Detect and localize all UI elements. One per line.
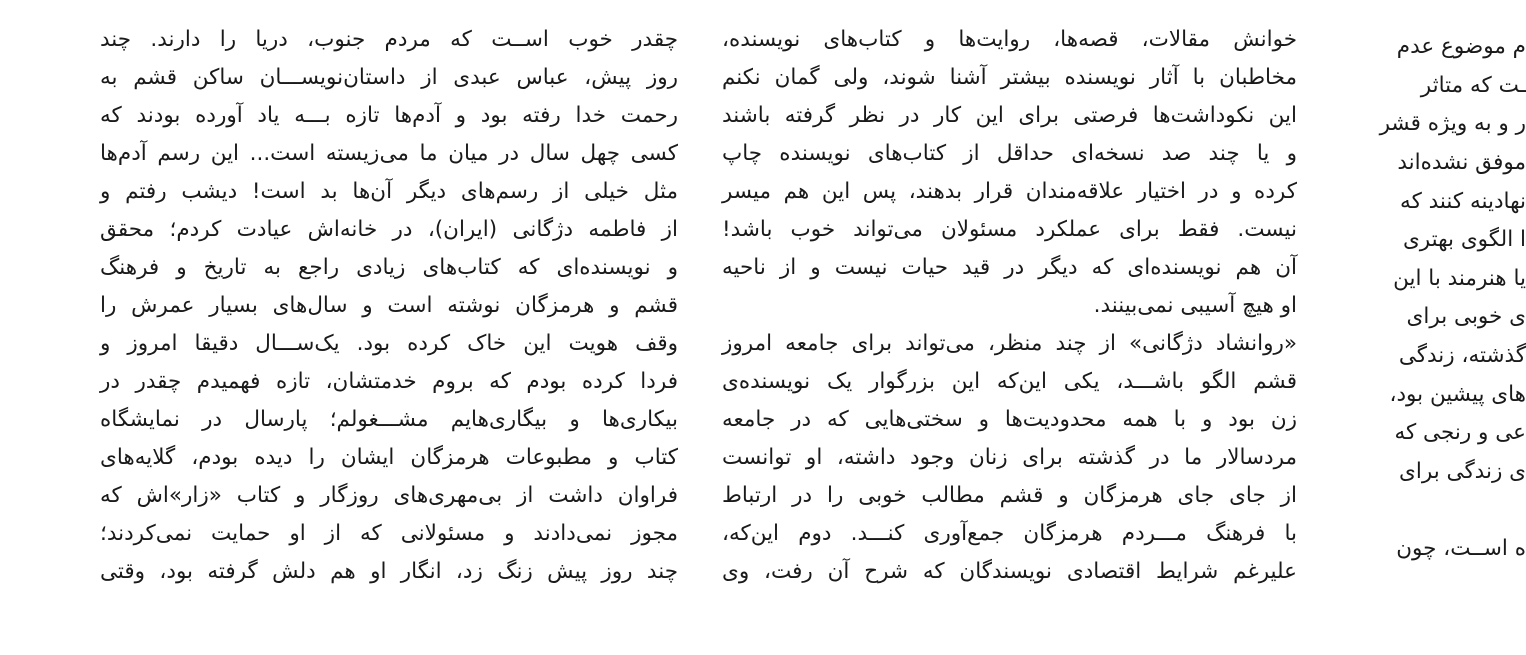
left-column-line: کتاب و مطبوعات هرمزگان ایشان را دیده بودم، گلایه‌های xyxy=(100,445,678,470)
middle-column-line: مخاطبان با آثار نویسنده بیشتر آشنا شوند، ولی گمان نکنم xyxy=(722,65,1297,90)
middle-column-line: او هیچ آسیبی نمی‌بینند. xyxy=(1093,293,1297,318)
right-column-line: گذشته، زندگی xyxy=(1398,343,1526,368)
middle-column-line: «روانشاد دژگانی» از چند منظر، می‌تواند برای جامعه امروز xyxy=(722,331,1297,356)
middle-column-line: نیست. فقط برای عملکرد مسئولان می‌تواند خوب باشد! xyxy=(722,217,1297,242)
left-column-line: از فاطمه دژگانی (ایران)، در خانه‌اش عیادت کردم؛ محقق xyxy=(100,217,678,242)
right-column-line: یا هنرمند با این xyxy=(1393,265,1526,291)
middle-column-line: قشم الگو باشـــد، یکی این‌که این بزرگوار یک نویسنده‌ی xyxy=(722,369,1297,394)
middle-column-line: آن هم نویسنده‌ای که دیگر در قید حیات نیست و از ناحیه xyxy=(722,255,1297,280)
right-column-line: ـت که متاثر xyxy=(1420,72,1526,98)
left-column-line: چقدر خوب اســت که مردم جنوب، دریا را دارند. چند xyxy=(100,27,678,52)
right-column-line: نهادینه کنند که xyxy=(1400,188,1526,214)
left-column-line: بیکاری‌ها و بیگاری‌هایم مشـــغولم؛ پارسال در نمایشگاه xyxy=(100,407,678,432)
left-column-line: فردا کرده بودم که بروم خدمتشان، تازه فهمیدم چقدر در xyxy=(100,369,678,394)
left-column-line: قشم و هرمزگان نوشته است و سال‌های بسیار عمرش را xyxy=(100,293,678,318)
left-column-line: رحمت خدا رفته بود و آدم‌ها تازه بـــه یاد آورده بودند که xyxy=(100,103,678,128)
text-column-right xyxy=(1346,0,1526,655)
left-column-line: کسی چهل سال در میان ما می‌زیسته است... این رسم آدم‌ها xyxy=(100,141,678,166)
right-column-line: ا الگوی بهتری xyxy=(1402,227,1526,253)
right-column-line: موفق نشده‌اند xyxy=(1397,150,1526,175)
right-column-line: م موضوع عدم xyxy=(1396,34,1526,60)
middle-column-line: علیرغم شرایط اقتصادی نویسندگان که شرح آن رفت، وی xyxy=(722,559,1297,584)
middle-column-line: کرده و در اختیار علاقه‌مندان قرار بدهند، پس این هم میسر xyxy=(722,179,1297,204)
text-column-left xyxy=(100,0,678,655)
left-column-line: روز پیش، عباس عبدی از داستان‌نویســـان ساکن قشم به xyxy=(100,65,678,90)
middle-column-line: این نکوداشت‌ها فرصتی برای این کار در نظر گرفته باشند xyxy=(722,103,1297,128)
middle-column-line: و یا چند صد نسخه‌ای حداقل از کتاب‌های نویسنده چاپ xyxy=(722,141,1297,166)
left-column-line: چند روز پیش زنگ زد، انگار او هم دلش گرفته بود، وقتی xyxy=(100,559,678,584)
right-column-line: ر و به ویژه قشر xyxy=(1379,111,1526,137)
left-column-line: مجوز نمی‌دادند و مسئولانی که از او حمایت نمی‌کردند؛ xyxy=(100,521,678,546)
right-column-line: ی خوبی برای xyxy=(1406,304,1526,330)
middle-column-line: خوانش مقالات، قصه‌ها، روایت‌ها و کتاب‌های نویسنده، xyxy=(722,27,1297,52)
middle-column-line: با فرهنگ مـــردم هرمزگان جمع‌آوری کنـــد. دوم این‌که، xyxy=(722,521,1297,546)
left-column-line: مثل خیلی از رسم‌های دیگر آن‌ها بد است! دیشب رفتم و xyxy=(100,179,678,204)
middle-column-line: از جای جای هرمزگان و قشم مطالب خوبی را در ارتباط xyxy=(722,483,1297,508)
middle-column-line: مردسالار ما در گذشته برای زنان وجود داشته، او توانست xyxy=(722,445,1297,470)
right-column-line: ه اســت، چون xyxy=(1396,536,1526,561)
right-column-line: عی و رنجی که xyxy=(1394,420,1526,446)
left-column-line: وقف هویت این خاک کرده بود. یک‌ســـال دقیقا امروز و xyxy=(100,331,678,356)
left-column-line: فراوان داشت از بی‌مهری‌های روزگار و کتاب «زار»اش که xyxy=(100,483,678,508)
left-column-line: و نویسنده‌ای که کتاب‌های زیادی راجع به تاریخ و فرهنگ xyxy=(100,255,678,280)
right-column-line: ی زندگی برای xyxy=(1399,458,1526,484)
middle-column-line: زن بود و با همه محدودیت‌ها و سختی‌هایی که در جامعه xyxy=(722,407,1297,432)
text-column-middle xyxy=(722,0,1297,655)
right-column-line: های پیشین بود، xyxy=(1389,381,1526,407)
